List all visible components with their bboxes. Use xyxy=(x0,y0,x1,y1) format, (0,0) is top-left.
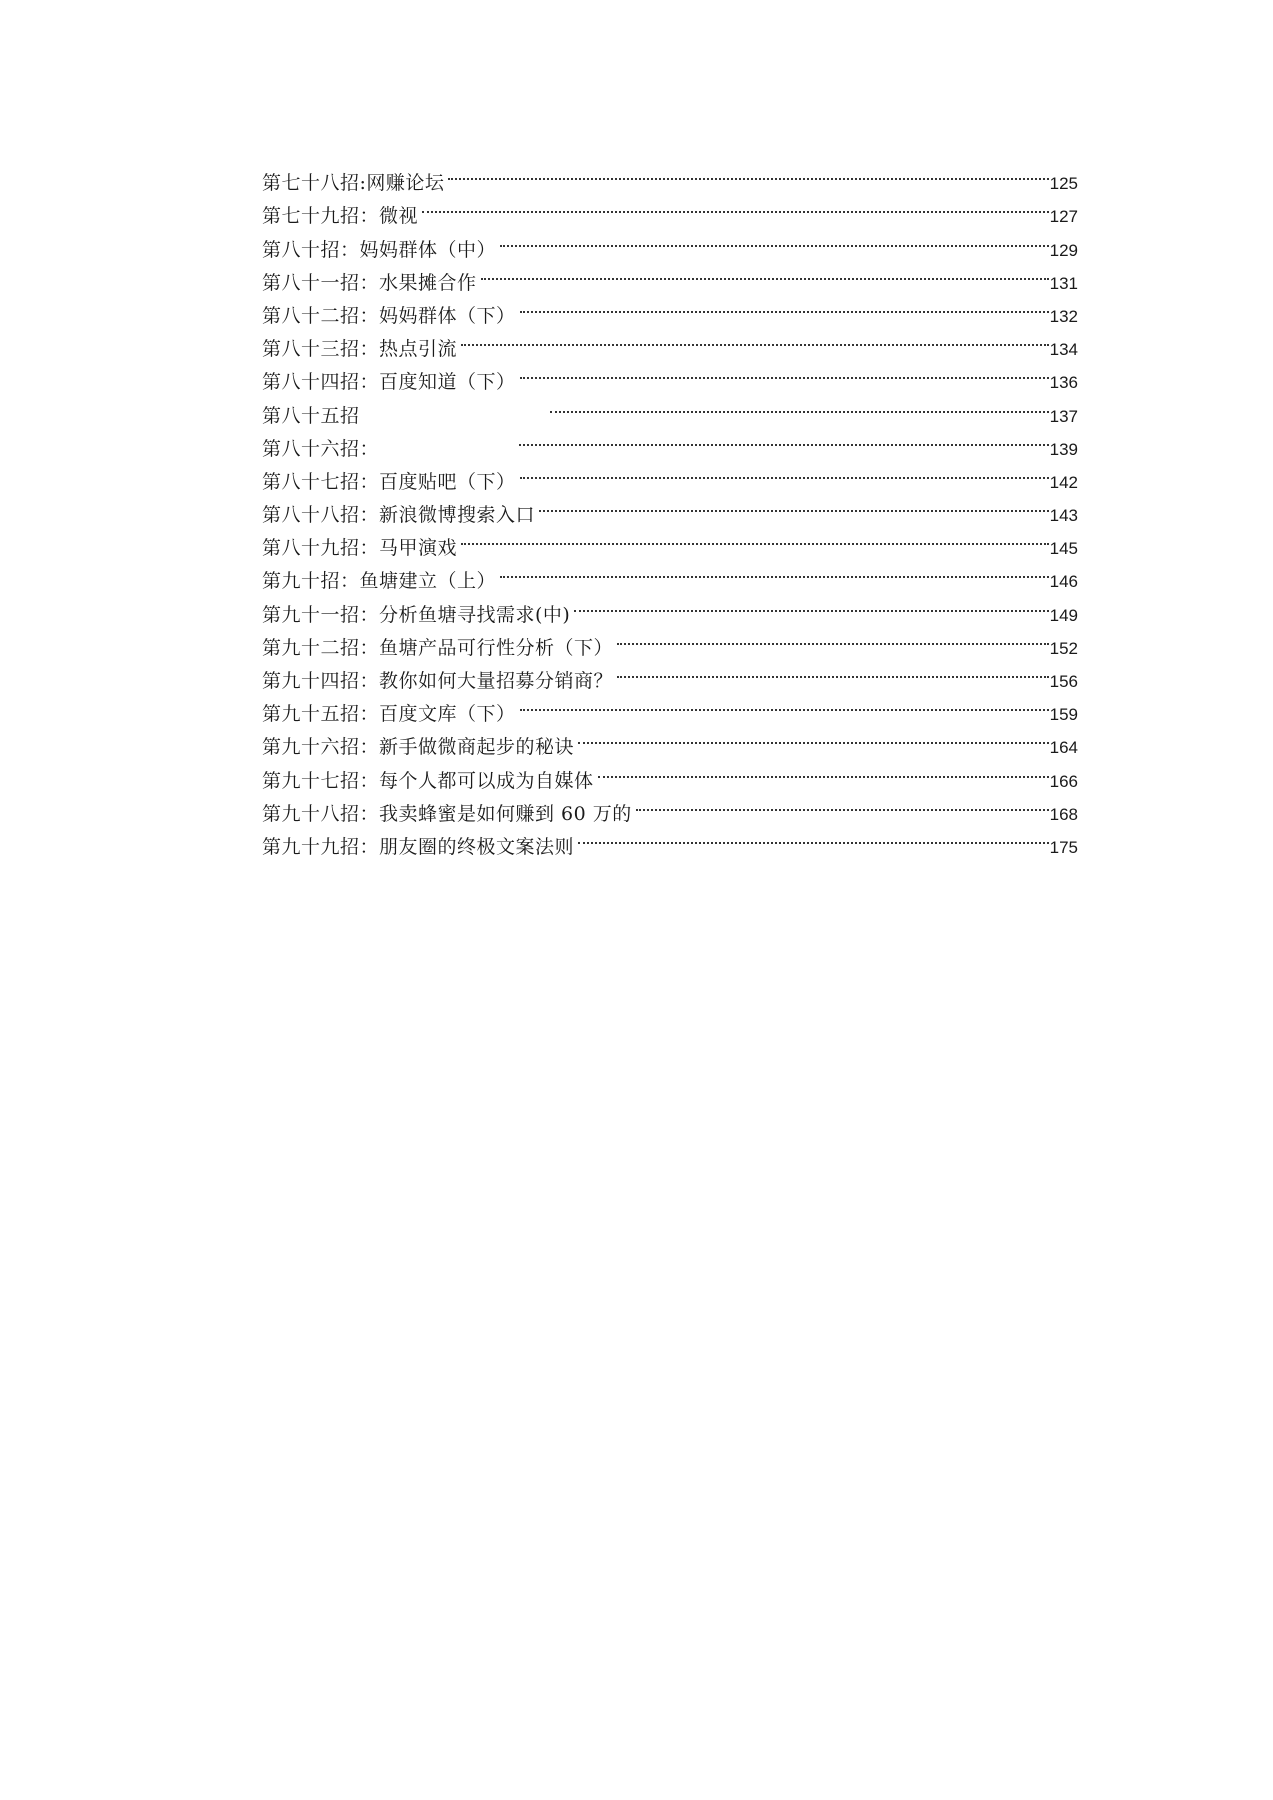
toc-entry-page: 156 xyxy=(1049,672,1078,691)
toc-entry-page: 127 xyxy=(1049,207,1078,227)
toc-entry-title: 第八十二招：妈妈群体（下） xyxy=(262,304,516,327)
toc-entry-title: 第七十八招:网赚论坛 xyxy=(262,172,445,195)
toc-entry-title: 第八十五招 xyxy=(262,404,360,427)
toc-entry-page: 146 xyxy=(1049,572,1078,592)
toc-entry-title: 第八十招：妈妈群体（中） xyxy=(262,238,497,261)
toc-entry-title: 第八十一招：水果摊合作 xyxy=(262,271,477,294)
toc-entry-title: 第八十六招： xyxy=(262,437,380,460)
toc-dot-leader xyxy=(520,455,1049,488)
toc-entry-page: 164 xyxy=(1049,738,1078,758)
table-of-contents xyxy=(262,156,1078,858)
toc-dot-leader xyxy=(448,156,1048,189)
toc-entry-page: 139 xyxy=(1049,439,1078,459)
toc-entry-page: 136 xyxy=(1049,373,1078,393)
toc-dot-leader xyxy=(574,587,1048,620)
toc-entry[interactable] xyxy=(262,156,1078,195)
toc-dot-leader xyxy=(500,222,1049,255)
toc-entry-title: 第八十七招：百度贴吧（下） xyxy=(262,470,516,493)
toc-entry-page: 168 xyxy=(1049,804,1078,824)
toc-entry-title: 第八十四招：百度知道（下） xyxy=(262,371,516,394)
toc-dot-leader xyxy=(520,355,1049,388)
toc-entry-page: 142 xyxy=(1049,472,1078,492)
toc-entry-page: 137 xyxy=(1049,406,1078,426)
toc-entry-title: 第九十招：鱼塘建立（上） xyxy=(262,570,497,593)
toc-dot-leader xyxy=(636,787,1049,820)
toc-dot-leader xyxy=(500,554,1049,587)
toc-entry-page: 159 xyxy=(1049,705,1078,725)
toc-dot-leader xyxy=(519,422,1049,455)
toc-entry-title: 第九十二招：鱼塘产品可行性分析（下） xyxy=(262,636,614,659)
toc-entry-page: 149 xyxy=(1049,605,1078,625)
toc-entry-title: 第八十八招：新浪微博搜索入口 xyxy=(262,504,536,527)
toc-dot-leader xyxy=(578,820,1049,853)
toc-entry-page: 145 xyxy=(1049,539,1078,559)
toc-entry-page: 132 xyxy=(1049,306,1078,326)
toc-entry-page: 131 xyxy=(1049,273,1078,293)
toc-dot-leader xyxy=(539,488,1049,521)
toc-dot-leader xyxy=(550,388,1049,421)
toc-entry-page: 134 xyxy=(1049,340,1078,360)
toc-dot-leader xyxy=(461,322,1049,355)
toc-dot-leader xyxy=(461,521,1049,554)
toc-entry-page: 166 xyxy=(1049,771,1078,791)
toc-entry-title: 第八十三招：热点引流 xyxy=(262,338,458,361)
toc-dot-leader xyxy=(598,753,1049,786)
toc-dot-leader xyxy=(578,720,1049,753)
toc-dot-leader xyxy=(617,654,1049,687)
toc-entry-page: 143 xyxy=(1049,506,1078,526)
toc-entry-title: 第九十六招：新手做微商起步的秘诀 xyxy=(262,736,575,759)
toc-entry[interactable] xyxy=(262,455,1078,493)
toc-entry-title: 第九十八招：我卖蜂蜜是如何赚到 60 万的 xyxy=(262,802,632,825)
toc-entry-title: 第九十一招：分析鱼塘寻找需求(中) xyxy=(262,603,571,626)
toc-dot-leader xyxy=(520,687,1049,720)
toc-dot-leader xyxy=(617,621,1049,654)
toc-dot-leader xyxy=(520,289,1049,322)
toc-dot-leader xyxy=(481,256,1049,289)
toc-dot-leader xyxy=(422,189,1049,222)
toc-entry-title: 第八十九招：马甲演戏 xyxy=(262,537,458,560)
toc-entry-title: 第九十七招：每个人都可以成为自媒体 xyxy=(262,769,594,792)
toc-entry-title: 第九十五招：百度文库（下） xyxy=(262,703,516,726)
toc-entry-title: 第九十四招：教你如何大量招募分销商？ xyxy=(262,670,614,692)
toc-entry-title: 第九十九招：朋友圈的终极文案法则 xyxy=(262,835,575,858)
toc-entry-page: 152 xyxy=(1049,638,1078,658)
toc-entry[interactable] xyxy=(262,422,1078,460)
toc-entry-page: 125 xyxy=(1049,174,1078,194)
toc-entry-page: 129 xyxy=(1049,240,1078,260)
toc-entry-page: 175 xyxy=(1049,837,1078,857)
toc-entry-title: 第七十九招：微视 xyxy=(262,205,419,228)
